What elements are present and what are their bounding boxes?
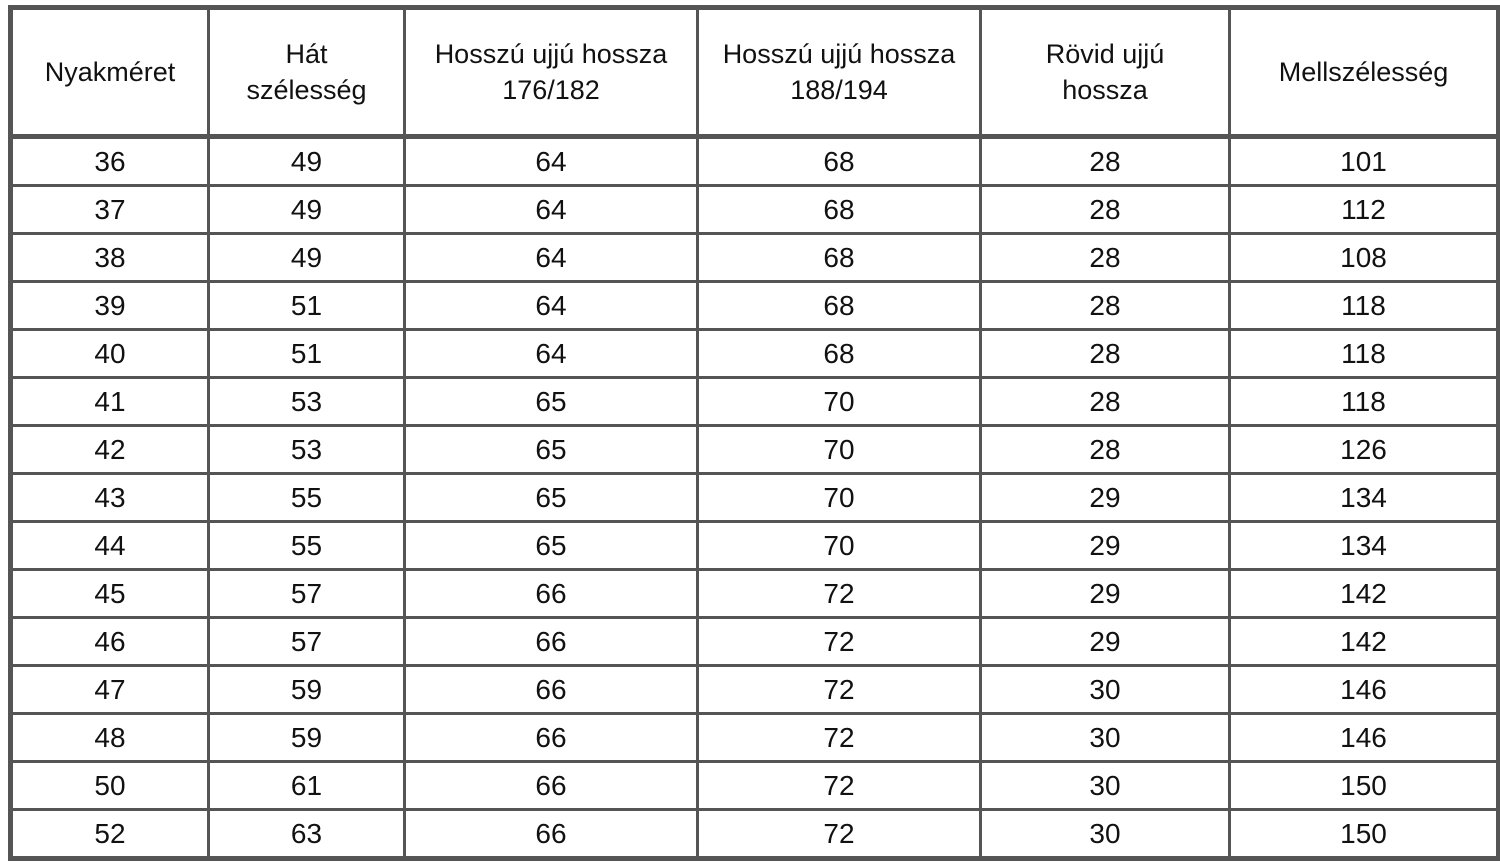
table-cell: 48 [11, 714, 209, 762]
table-cell: 55 [209, 474, 405, 522]
table-cell: 68 [698, 234, 981, 282]
table-cell: 59 [209, 714, 405, 762]
table-cell: 64 [405, 137, 698, 186]
table-row [11, 666, 1499, 714]
table-row [11, 570, 1499, 618]
table-cell: 66 [405, 714, 698, 762]
header-back-width [209, 8, 405, 137]
table-cell: 142 [1230, 570, 1499, 618]
table-cell: 28 [981, 137, 1230, 186]
table-cell: 70 [698, 522, 981, 570]
table-cell: 36 [11, 137, 209, 186]
table-cell: 66 [405, 618, 698, 666]
table-cell: 134 [1230, 522, 1499, 570]
table-cell: 47 [11, 666, 209, 714]
table-cell: 108 [1230, 234, 1499, 282]
table-cell: 72 [698, 618, 981, 666]
header-label-line: Rövid ujjú [1045, 39, 1165, 69]
table-cell: 72 [698, 714, 981, 762]
table-cell: 45 [11, 570, 209, 618]
table-cell: 28 [981, 378, 1230, 426]
table-row [11, 426, 1499, 474]
table-cell: 57 [209, 618, 405, 666]
table-row [11, 234, 1499, 282]
table-cell: 55 [209, 522, 405, 570]
table-cell: 72 [698, 762, 981, 810]
table-cell: 118 [1230, 282, 1499, 330]
table-cell: 68 [698, 282, 981, 330]
table-cell: 64 [405, 186, 698, 234]
table-header [11, 8, 1499, 137]
header-row [11, 8, 1499, 137]
table-cell: 28 [981, 330, 1230, 378]
table-cell: 51 [209, 282, 405, 330]
table-cell: 30 [981, 666, 1230, 714]
table-cell: 64 [405, 234, 698, 282]
table-cell: 46 [11, 618, 209, 666]
table-row [11, 186, 1499, 234]
table-cell: 44 [11, 522, 209, 570]
table-cell: 150 [1230, 762, 1499, 810]
header-chest-width [1230, 8, 1499, 137]
table-cell: 68 [698, 137, 981, 186]
table-cell: 39 [11, 282, 209, 330]
table-row [11, 282, 1499, 330]
table-cell: 53 [209, 378, 405, 426]
table-cell: 134 [1230, 474, 1499, 522]
table-cell: 72 [698, 570, 981, 618]
table-cell: 150 [1230, 810, 1499, 859]
table-cell: 66 [405, 810, 698, 859]
table-cell: 59 [209, 666, 405, 714]
table-cell: 146 [1230, 666, 1499, 714]
table-cell: 63 [209, 810, 405, 859]
size-chart-table [8, 5, 1500, 861]
table-cell: 66 [405, 666, 698, 714]
table-cell: 52 [11, 810, 209, 859]
header-long-sleeve-length-188-194 [698, 8, 981, 137]
table-cell: 30 [981, 762, 1230, 810]
table-cell: 28 [981, 234, 1230, 282]
table-cell: 146 [1230, 714, 1499, 762]
table-cell: 68 [698, 186, 981, 234]
table-cell: 37 [11, 186, 209, 234]
table-cell: 51 [209, 330, 405, 378]
header-short-sleeve-length [981, 8, 1230, 137]
table-cell: 64 [405, 282, 698, 330]
header-label-line: Hosszú ujjú hossza [722, 39, 956, 69]
table-cell: 68 [698, 330, 981, 378]
table-cell: 118 [1230, 330, 1499, 378]
table-cell: 101 [1230, 137, 1499, 186]
table-row [11, 378, 1499, 426]
table-row [11, 330, 1499, 378]
table-cell: 30 [981, 714, 1230, 762]
header-label-line: 176/182 [502, 75, 600, 105]
table-cell: 142 [1230, 618, 1499, 666]
table-row [11, 474, 1499, 522]
table-cell: 64 [405, 330, 698, 378]
table-cell: 57 [209, 570, 405, 618]
table-cell: 28 [981, 426, 1230, 474]
header-label-line: Hát [285, 39, 328, 69]
table-cell: 72 [698, 810, 981, 859]
table-cell: 72 [698, 666, 981, 714]
header-label-line: Nyakméret [44, 57, 176, 87]
table-cell: 38 [11, 234, 209, 282]
table-cell: 40 [11, 330, 209, 378]
table-cell: 29 [981, 474, 1230, 522]
table-cell: 30 [981, 810, 1230, 859]
table-row [11, 714, 1499, 762]
table-cell: 29 [981, 618, 1230, 666]
table-cell: 28 [981, 186, 1230, 234]
header-label-line: Mellszélesség [1278, 57, 1449, 87]
table-cell: 53 [209, 426, 405, 474]
table-cell: 49 [209, 137, 405, 186]
table-cell: 65 [405, 522, 698, 570]
table-row [11, 762, 1499, 810]
table-row [11, 137, 1499, 186]
table-row [11, 810, 1499, 859]
table-row [11, 618, 1499, 666]
table-cell: 65 [405, 474, 698, 522]
table-cell: 28 [981, 282, 1230, 330]
table-cell: 61 [209, 762, 405, 810]
header-label-line: 188/194 [790, 75, 888, 105]
table-cell: 43 [11, 474, 209, 522]
table-cell: 29 [981, 570, 1230, 618]
table-cell: 49 [209, 234, 405, 282]
header-long-sleeve-length-176-182 [405, 8, 698, 137]
table-cell: 126 [1230, 426, 1499, 474]
table-row [11, 522, 1499, 570]
table-cell: 70 [698, 426, 981, 474]
table-cell: 112 [1230, 186, 1499, 234]
table-cell: 70 [698, 474, 981, 522]
table-cell: 41 [11, 378, 209, 426]
header-label-line: szélesség [246, 75, 367, 105]
table-cell: 50 [11, 762, 209, 810]
table-body [11, 137, 1499, 859]
table-cell: 66 [405, 762, 698, 810]
table-cell: 65 [405, 378, 698, 426]
table-cell: 29 [981, 522, 1230, 570]
table-cell: 66 [405, 570, 698, 618]
table-cell: 49 [209, 186, 405, 234]
header-neck-size [11, 8, 209, 137]
table-cell: 70 [698, 378, 981, 426]
table-cell: 65 [405, 426, 698, 474]
table-cell: 118 [1230, 378, 1499, 426]
header-label-line: hossza [1062, 75, 1148, 105]
table-cell: 42 [11, 426, 209, 474]
header-label-line: Hosszú ujjú hossza [434, 39, 668, 69]
